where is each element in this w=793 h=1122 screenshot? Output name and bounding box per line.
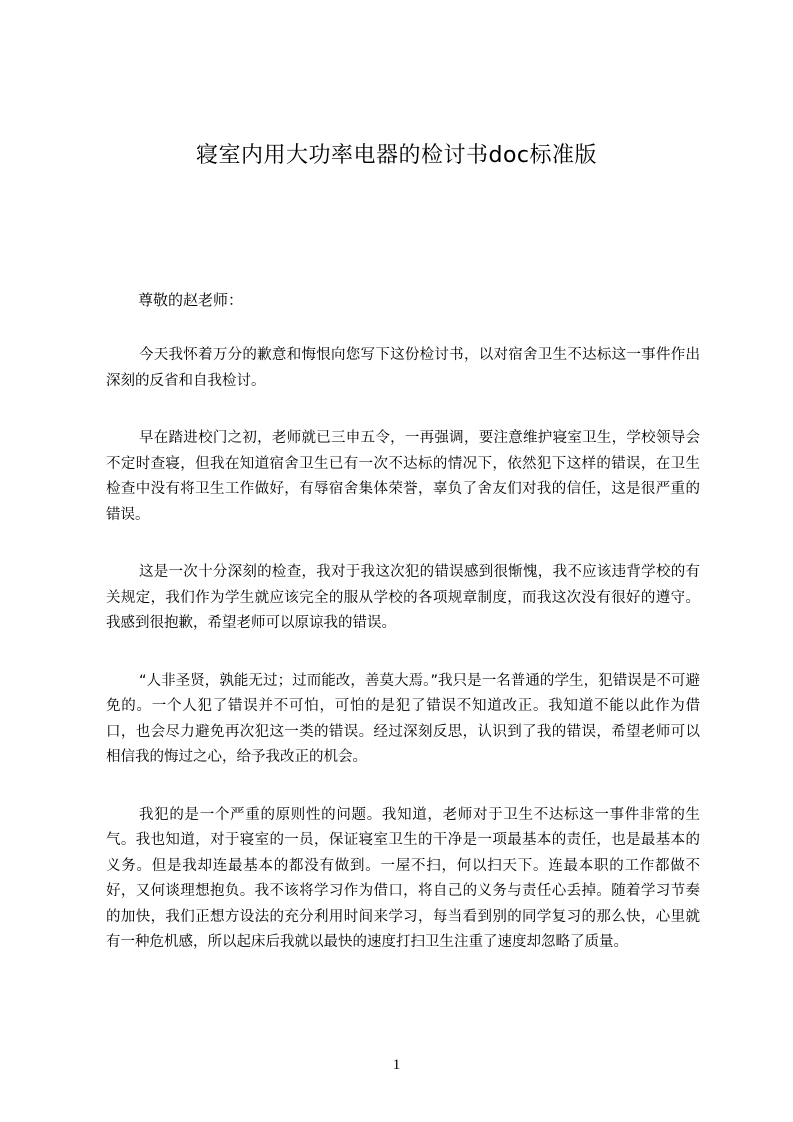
salutation: 尊敬的赵老师： <box>138 291 244 309</box>
document-title: 寝室内用大功率电器的检讨书doc标准版 <box>195 143 598 168</box>
page-number: 1 <box>392 1057 401 1073</box>
paragraph-1: 今天我怀着万分的歉意和悔恨向您写下这份检讨书，以对宿舍卫生不达标这一事件作出深刻的反省和自我检讨。 <box>106 347 700 389</box>
paragraph-4: “人非圣贤，孰能无过；过而能改，善莫大焉。”我只是一名普通的学生，犯错误是不可避免的。一个人犯了错误并不可怕，可怕的是犯了错误不知道改正。我知道不能以此作为借口，也会尽力避免再次犯这一类的错误。经过深刻反思，认识到了我的错误，希望老师可以相信我的悔过之心，给予我改正的机会。 <box>106 672 700 765</box>
paragraph-2: 早在踏进校门之初，老师就已三申五令，一再强调，要注意维护寝室卫生，学校领导会不定时查寝，但我在知道宿舍卫生已有一次不达标的情况下，依然犯下这样的错误，在卫生检查中没有将卫生工作做好，有辱宿舍集体荣誉，辜负了舍友们对我的信任，这是很严重的错误。 <box>106 430 700 523</box>
document-body <box>106 343 700 988</box>
paragraph-3: 这是一次十分深刻的检查，我对于我这次犯的错误感到很惭愧，我不应该违背学校的有关规定，我们作为学生就应该完全的服从学校的各项规章制度，而我这次没有很好的遵守。我感到很抱歉，希望老师可以原谅我的错误。 <box>106 564 700 631</box>
paragraph-5: 我犯的是一个严重的原则性的问题。我知道，老师对于卫生不达标这一事件非常的生气。我也知道，对于寝室的一员，保证寝室卫生的干净是一项最基本的责任，也是最基本的义务。但是我却连最基本的都没有做到。一屋不扫，何以扫天下。连最本职的工作都做不好，又何谈理想抱负。我不该将学习作为借口，将自己的义务与责任心丢掉。随着学习节奏的加快，我们正想方设法的充分利用时间来学习，每当看到别的同学复习的那么快，心里就有一种危机感，所以起床后我就以最快的速度打扫卫生注重了速度却忽略了质量。 <box>106 806 700 950</box>
